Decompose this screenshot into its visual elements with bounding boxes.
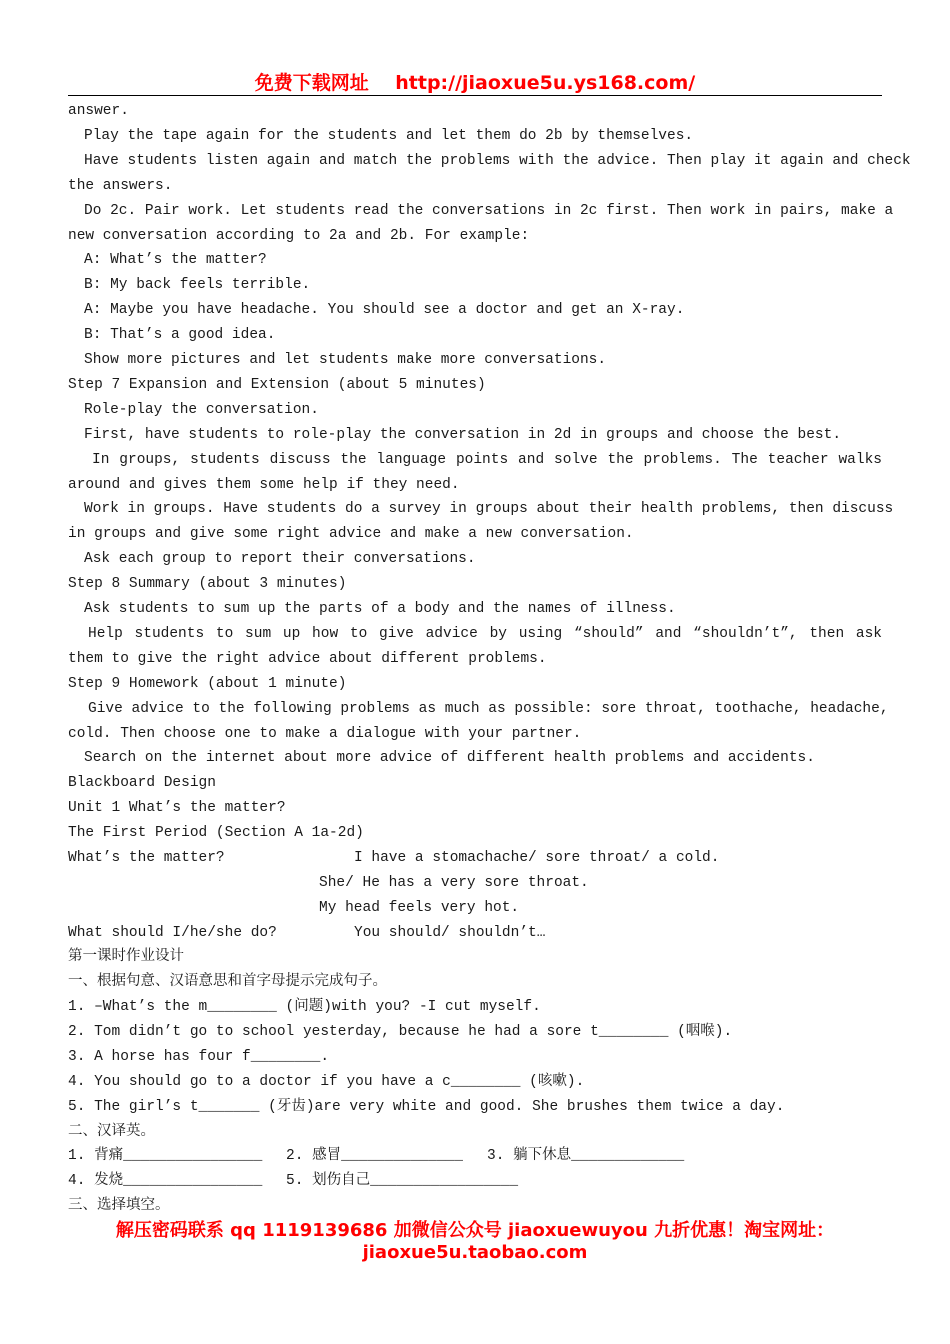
text-line: B: That’s a good idea.: [84, 327, 276, 343]
footer-shop-link[interactable]: jiaoxue5u.taobao.com: [362, 1242, 588, 1263]
text-line: B: My back feels terrible.: [84, 277, 311, 293]
text-line: Give advice to the following problems as much as possible: sore throat, toothache, headache,: [88, 701, 889, 717]
blackboard-answer: She/ He has a very sore throat.: [319, 875, 589, 891]
text-line: them to give the right advice about different problems.: [68, 651, 547, 667]
translation-item: 2. 感冒______________: [286, 1148, 463, 1164]
translation-item: 3. 躺下休息_____________: [487, 1148, 685, 1164]
blackboard-row: [68, 923, 882, 943]
text-line: Show more pictures and let students make more conversations.: [84, 352, 607, 368]
text-line: around and gives them some help if they need.: [68, 477, 460, 493]
translation-row: [68, 1171, 882, 1191]
text-line: Unit 1 What’s the matter?: [68, 800, 286, 816]
text-line: new conversation according to 2a and 2b. For example:: [68, 228, 530, 244]
exercise-item: 5. The girl’s t_______ (牙齿)are very white and good. She brushes them twice a day.: [68, 1099, 785, 1115]
text-line: Do 2c. Pair work. Let students read the conversations in 2c first. Then work in pairs, make a: [84, 203, 894, 219]
translation-item: 5. 划伤自己_________________: [286, 1173, 519, 1189]
step-heading: Step 7 Expansion and Extension (about 5 minutes): [68, 377, 486, 393]
text-line: Work in groups. Have students do a survey in groups about their health problems, then discuss: [84, 501, 894, 517]
blackboard-answer: My head feels very hot.: [319, 900, 520, 916]
text-line: Help students to sum up how to give advice by using “should” and “shouldn’t”, then ask: [88, 626, 882, 642]
text-line: the answers.: [68, 178, 173, 194]
text-line: Role-play the conversation.: [84, 402, 319, 418]
exercise-item: 4. You should go to a doctor if you have a c________ (咳嗽).: [68, 1074, 585, 1090]
header-left-text: 免费下载网址: [254, 72, 369, 94]
text-line: Search on the internet about more advice of different health problems and accidents.: [84, 750, 815, 766]
text-line: In groups, students discuss the language points and solve the problems. The teacher walks: [92, 452, 882, 468]
step-heading: Step 8 Summary (about 3 minutes): [68, 576, 347, 592]
text-line: A: Maybe you have headache. You should see a doctor and get an X-ray.: [84, 302, 685, 318]
text-line: Ask each group to report their conversations.: [84, 551, 476, 567]
header-banner: [0, 68, 950, 95]
exercise-item: 3. A horse has four f________.: [68, 1049, 330, 1065]
section-heading: Blackboard Design: [68, 775, 216, 791]
footer-contact-line: 解压密码联系 qq 1119139686 加微信公众号 jiaoxuewuyou 九折优惠！淘宝网址：: [115, 1220, 835, 1241]
exercise-heading: 三、选择填空。: [68, 1198, 170, 1214]
text-line: cold. Then choose one to make a dialogue with your partner.: [68, 726, 582, 742]
text-line: Play the tape again for the students and let them do 2b by themselves.: [84, 128, 694, 144]
header-rule: [68, 95, 882, 96]
exercise-item: 2. Tom didn’t go to school yesterday, because he had a sore t________ (咽喉).: [68, 1024, 733, 1040]
homework-title: 第一课时作业设计: [68, 949, 184, 965]
text-line: A: What’s the matter?: [84, 252, 267, 268]
text-line: First, have students to role-play the conversation in 2d in groups and choose the best.: [84, 427, 842, 443]
text-line: in groups and give some right advice and make a new conversation.: [68, 526, 634, 542]
translation-item: 4. 发烧________________: [68, 1173, 263, 1189]
exercise-item: 1. –What’s the m________ (问题)with you? -I cut myself.: [68, 999, 541, 1015]
header-url-link[interactable]: http://jiaoxue5u.ys168.com/: [395, 72, 696, 94]
translation-row: [68, 1146, 882, 1166]
text-line: Have students listen again and match the problems with the advice. Then play it again and check: [84, 153, 911, 169]
exercise-heading: 一、根据句意、汉语意思和首字母提示完成句子。: [68, 974, 387, 990]
text-line: answer.: [68, 103, 129, 119]
exercise-heading: 二、汉译英。: [68, 1124, 155, 1140]
blackboard-question: What should I/he/she do?: [68, 925, 277, 941]
blackboard-question: What’s the matter?: [68, 850, 225, 866]
blackboard-answer: You should/ shouldn’t…: [354, 925, 546, 941]
blackboard-row: [68, 848, 882, 868]
blackboard-answer: I have a stomachache/ sore throat/ a cold.: [354, 850, 720, 866]
text-line: The First Period (Section A 1a-2d): [68, 825, 364, 841]
text-line: Ask students to sum up the parts of a body and the names of illness.: [84, 601, 676, 617]
step-heading: Step 9 Homework (about 1 minute): [68, 676, 347, 692]
translation-item: 1. 背痛________________: [68, 1148, 263, 1164]
